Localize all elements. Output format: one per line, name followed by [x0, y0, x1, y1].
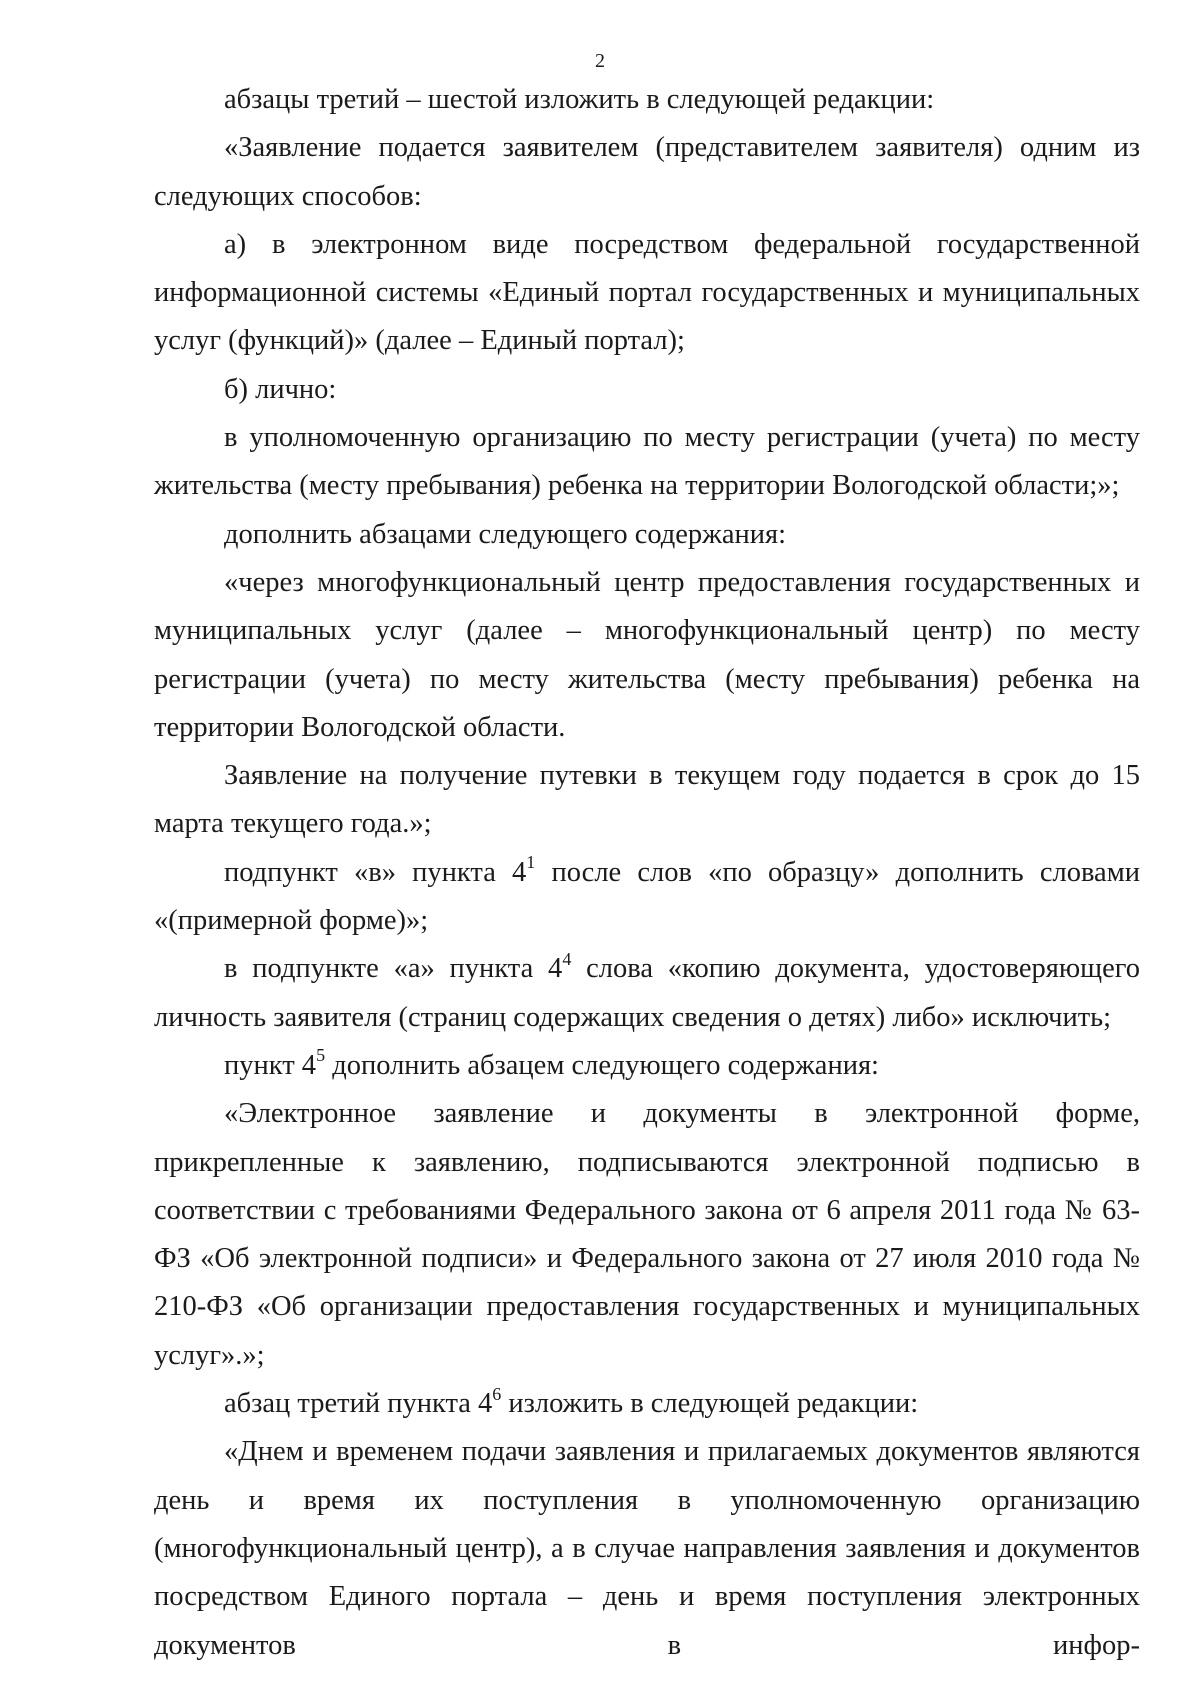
document-body: [154, 76, 1140, 1670]
paragraph-6: дополнить абзацами следующего содержания:: [224, 518, 787, 550]
paragraph-5: в уполномоченную организацию по месту регистрации (учета) по месту жительства (месту пребывания) ребенка на территории Вологодской области;»;: [154, 422, 1140, 502]
paragraph-4: б) лично:: [224, 373, 337, 405]
paragraph-10-text-before: в подпункте «а» пункта 4: [224, 953, 563, 985]
paragraph-7: «через многофункциональный центр предоставления государственных и муниципальных услуг (далее – многофункциональный центр) по месту регистрации (учета) по месту жительства (месту пребывания) ребенка на территории Вологодской области.: [154, 566, 1140, 743]
paragraph-8: Заявление на получение путевки в текущем году подается в срок до 15 марта текущего года.»;: [154, 760, 1140, 840]
paragraph-9: [154, 849, 1140, 946]
paragraph-11-text-before: пункт 4: [224, 1049, 317, 1081]
paragraph-1: абзацы третий – шестой изложить в следующей редакции:: [224, 84, 935, 115]
paragraph-12: «Электронное заявление и документы в электронной форме, прикрепленные к заявлению, подписываются электронной подписью в соответствии с требованиями Федерального закона от 6 апреля 2011 года № 63-ФЗ «Об электронной подписи» и Федерального закона от 27 июля 2010 года № 210-ФЗ «Об организации предоставления государственных и муниципальных услуг».»;: [154, 1098, 1140, 1371]
paragraph-13-text-after: изложить в следующей редакции:: [501, 1388, 919, 1420]
paragraph-11-superscript: 5: [316, 1045, 326, 1066]
paragraph-13-text-before: абзац третий пункта 4: [224, 1388, 493, 1420]
paragraph-13: [154, 1380, 1140, 1428]
paragraph-2: «Заявление подается заявителем (представителем заявителя) одним из следующих способов:: [154, 132, 1140, 212]
paragraph-10-superscript: 4: [562, 948, 572, 969]
paragraph-3: а) в электронном виде посредством федеральной государственной информационной системы «Единый портал государственных и муниципальных услуг (функций)» (далее – Единый портал);: [154, 228, 1140, 357]
paragraph-9-text-after: после слов «по образцу» дополнить словами «(примерной форме)»;: [154, 856, 1140, 937]
page-number: 2: [595, 50, 605, 72]
paragraph-11: [154, 1042, 1140, 1090]
paragraph-14: «Днем и временем подачи заявления и прилагаемых документов являются день и время их поступления в уполномоченную организацию (многофункциональный центр), а в случае направления заявления и документов посредством Единого портала – день и время поступления электронных документов в инфор-: [154, 1436, 1140, 1661]
paragraph-9-superscript: 1: [526, 852, 536, 873]
paragraph-10-text-after: слова «копию документа, удостоверяющего личность заявителя (страниц содержащих сведения о детях) либо» исключить;: [154, 953, 1141, 1033]
paragraph-9-text-before: подпункт «в» пункта 4: [224, 856, 527, 888]
paragraph-13-superscript: 6: [492, 1383, 502, 1404]
paragraph-11-text-after: дополнить абзацем следующего содержания:: [325, 1049, 879, 1081]
paragraph-10: [154, 945, 1140, 1042]
